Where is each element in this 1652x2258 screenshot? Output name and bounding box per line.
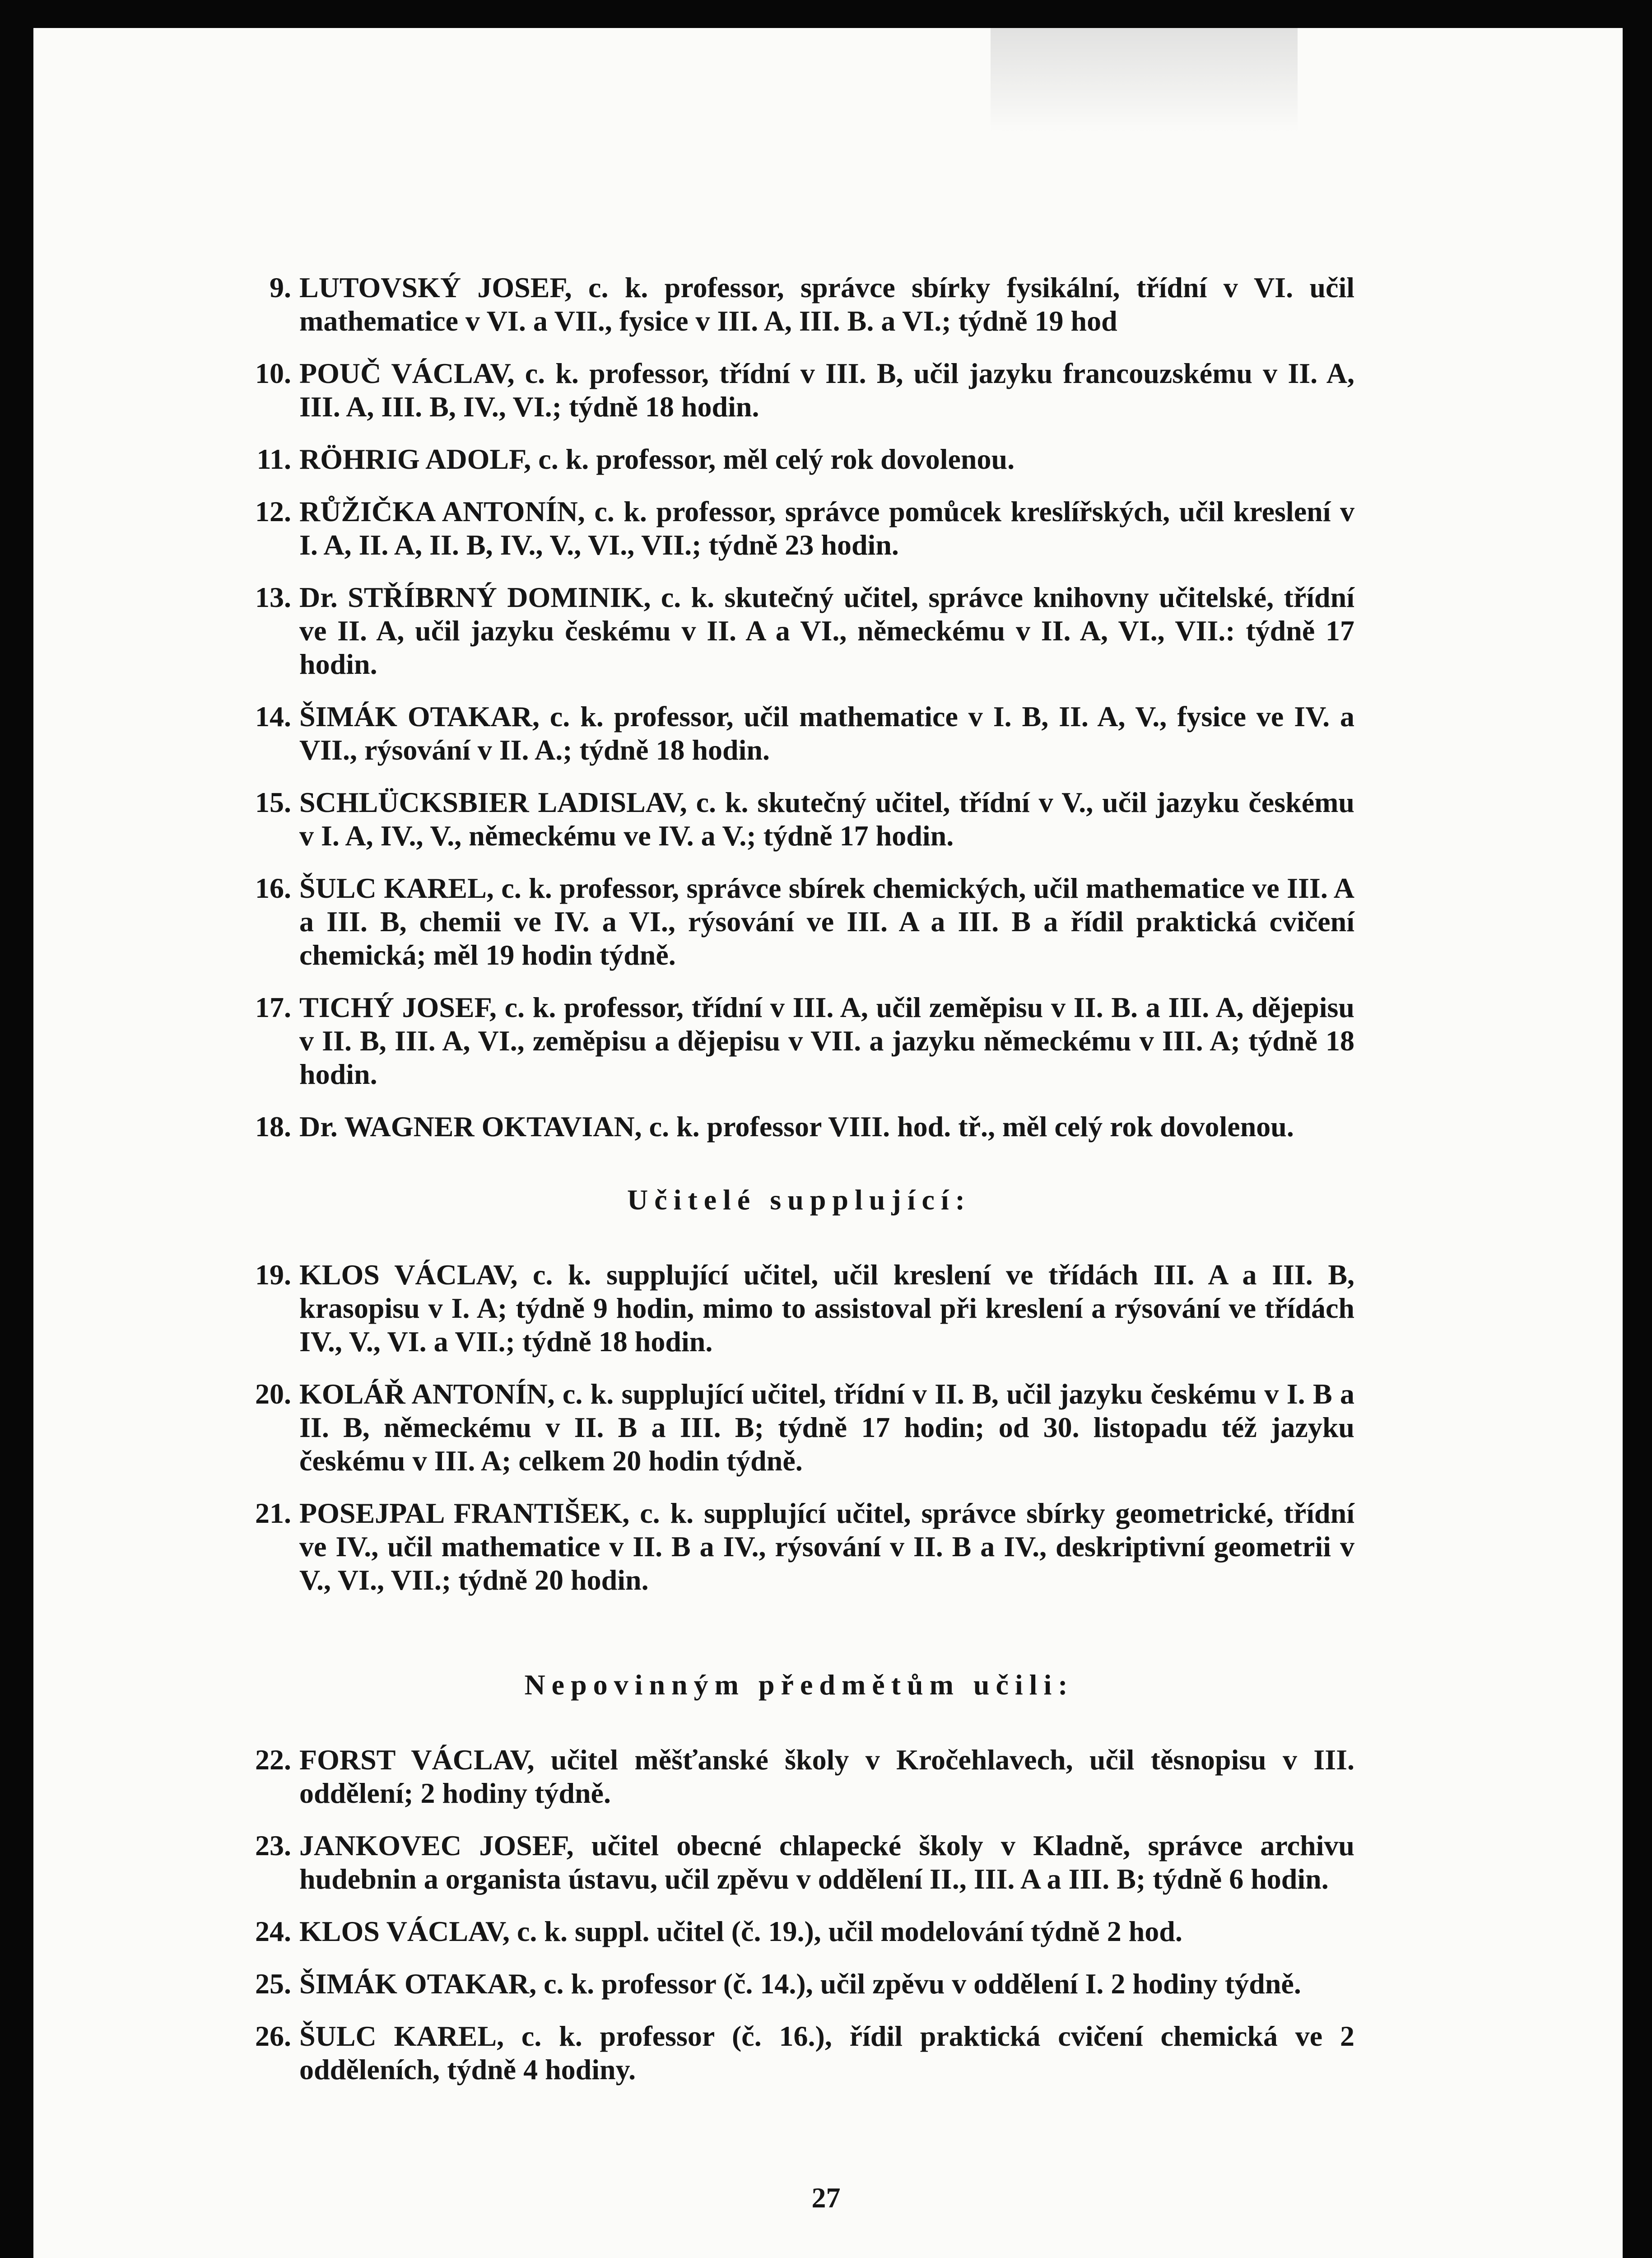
item-number: 25.: [255, 1968, 291, 2000]
list-item: [244, 1829, 1354, 1896]
item-text: LUTOVSKÝ JOSEF, c. k. professor, správce sbírky fysikální, třídní v VI. učil mathematice v VI. a VII., fysice v III. A, III. B. a VI.; týdně 19 hod: [299, 271, 1354, 337]
list-item: [244, 991, 1354, 1091]
item-number: 16.: [255, 872, 291, 904]
item-text: RÖHRIG ADOLF, c. k. professor, měl celý rok dovolenou.: [299, 443, 1015, 475]
item-text: FORST VÁCLAV, učitel měšťanské školy v Kročehlavech, učil těsnopisu v III. oddělení; 2 hodiny týdně.: [299, 1744, 1354, 1809]
item-number: 17.: [255, 991, 291, 1023]
item-text: POSEJPAL FRANTIŠEK, c. k. supplující učitel, správce sbírky geometrické, třídní ve IV., učil mathematice v II. B a IV., rýsování v II. B a IV., deskriptivní geometrii v V., VI., VII.; týdně 20 hodin.: [299, 1497, 1354, 1596]
item-text: RŮŽIČKA ANTONÍN, c. k. professor, správce pomůcek kreslířských, učil kreslení v I. A, II. A, II. B, IV., V., VI., VII.; týdně 23 hodin.: [299, 495, 1354, 561]
list-item: [244, 872, 1354, 972]
scan-bleed-mark: [991, 28, 1298, 132]
item-text: Dr. STŘÍBRNÝ DOMINIK, c. k. skutečný učitel, správce knihovny učitelské, třídní ve II. A, učil jazyku českému v II. A a VI., německému v II. A, VI., VII.: týdně 17 hodin.: [299, 581, 1354, 680]
list-item: [244, 581, 1354, 681]
item-text: ŠIMÁK OTAKAR, c. k. professor (č. 14.), učil zpěvu v oddělení I. 2 hodiny týdně.: [299, 1968, 1301, 2000]
list-item: [244, 271, 1354, 338]
item-text: KLOS VÁCLAV, c. k. suppl. učitel (č. 19.), učil modelování týdně 2 hod.: [299, 1915, 1182, 1947]
staff-list-substitute: [244, 1258, 1354, 1597]
list-item: [244, 443, 1354, 476]
item-number: 23.: [255, 1829, 291, 1861]
item-number: 19.: [255, 1259, 291, 1291]
list-item: [244, 1915, 1354, 1948]
item-number: 22.: [255, 1744, 291, 1776]
item-text: KOLÁŘ ANTONÍN, c. k. supplující učitel, třídní v II. B, učil jazyku českému v I. B a II. B, německému v II. B a III. B; týdně 17 hodin; od 30. listopadu též jazyku českému v III. A; celkem 20 hodin týdně.: [299, 1378, 1354, 1477]
item-number: 24.: [255, 1915, 291, 1947]
item-number: 15.: [255, 786, 291, 818]
item-text: SCHLÜCKSBIER LADISLAV, c. k. skutečný učitel, třídní v V., učil jazyku českému v I. A, IV., V., německému ve IV. a V.; týdně 17 hodin.: [299, 786, 1354, 852]
staff-list-regular: [244, 271, 1354, 1143]
item-text: Dr. WAGNER OKTAVIAN, c. k. professor VIII. hod. tř., měl celý rok dovolenou.: [299, 1110, 1294, 1143]
item-text: ŠULC KAREL, c. k. professor (č. 16.), řídil praktická cvičení chemická ve 2 odděleních, týdně 4 hodiny.: [299, 2020, 1354, 2085]
item-number: 20.: [255, 1378, 291, 1410]
list-item: [244, 700, 1354, 767]
list-item: [244, 1377, 1354, 1478]
staff-list-optional: [244, 1743, 1354, 2086]
section-heading-optional-subjects: Nepovinným předmětům učili:: [524, 1669, 1074, 1701]
list-item: [244, 1497, 1354, 1597]
item-text: KLOS VÁCLAV, c. k. supplující učitel, učil kreslení ve třídách III. A a III. B, krasopisu v I. A; týdně 9 hodin, mimo to assistoval při kreslení a rýsování ve třídách IV., V., VI. a VII.; týdně 18 hodin.: [299, 1259, 1354, 1358]
list-item: [244, 1258, 1354, 1358]
item-number: 18.: [255, 1110, 291, 1143]
item-number: 11.: [256, 443, 291, 475]
item-text: POUČ VÁCLAV, c. k. professor, třídní v III. B, učil jazyku francouzskému v II. A, III. A, III. B, IV., VI.; týdně 18 hodin.: [299, 357, 1354, 423]
item-number: 26.: [255, 2020, 291, 2052]
list-item: [244, 357, 1354, 424]
item-number: 10.: [255, 357, 291, 389]
list-item: [244, 786, 1354, 853]
section-heading-substitute-teachers: Učitelé supplující:: [627, 1184, 971, 1216]
item-number: 21.: [255, 1497, 291, 1529]
list-item: [244, 1743, 1354, 1810]
item-text: ŠULC KAREL, c. k. professor, správce sbírek chemických, učil mathematice ve III. A a III. B, chemii ve IV. a VI., rýsování ve III. A a III. B a řídil praktická cvičení chemická; měl 19 hodin týdně.: [299, 872, 1354, 971]
item-text: JANKOVEC JOSEF, učitel obecné chlapecké školy v Kladně, správce archivu hudebnin a organista ústavu, učil zpěvu v oddělení II., III. A a III. B; týdně 6 hodin.: [299, 1829, 1354, 1895]
item-number: 13.: [255, 581, 291, 613]
item-number: 12.: [255, 495, 291, 527]
item-number: 9.: [270, 271, 291, 303]
document-body: [244, 271, 1354, 2105]
item-text: TICHÝ JOSEF, c. k. professor, třídní v III. A, učil zeměpisu v II. B. a III. A, dějepisu v II. B, III. A, VI., zeměpisu a dějepisu v VII. a jazyku německému v III. A; týdně 18 hodin.: [299, 991, 1354, 1090]
list-item: [244, 1967, 1354, 2001]
list-item: [244, 2020, 1354, 2086]
list-item: [244, 495, 1354, 562]
page-number: 27: [811, 2182, 841, 2214]
item-text: ŠIMÁK OTAKAR, c. k. professor, učil mathematice v I. B, II. A, V., fysice ve IV. a VII., rýsování v II. A.; týdně 18 hodin.: [299, 700, 1354, 766]
list-item: [244, 1110, 1354, 1143]
item-number: 14.: [255, 700, 291, 732]
